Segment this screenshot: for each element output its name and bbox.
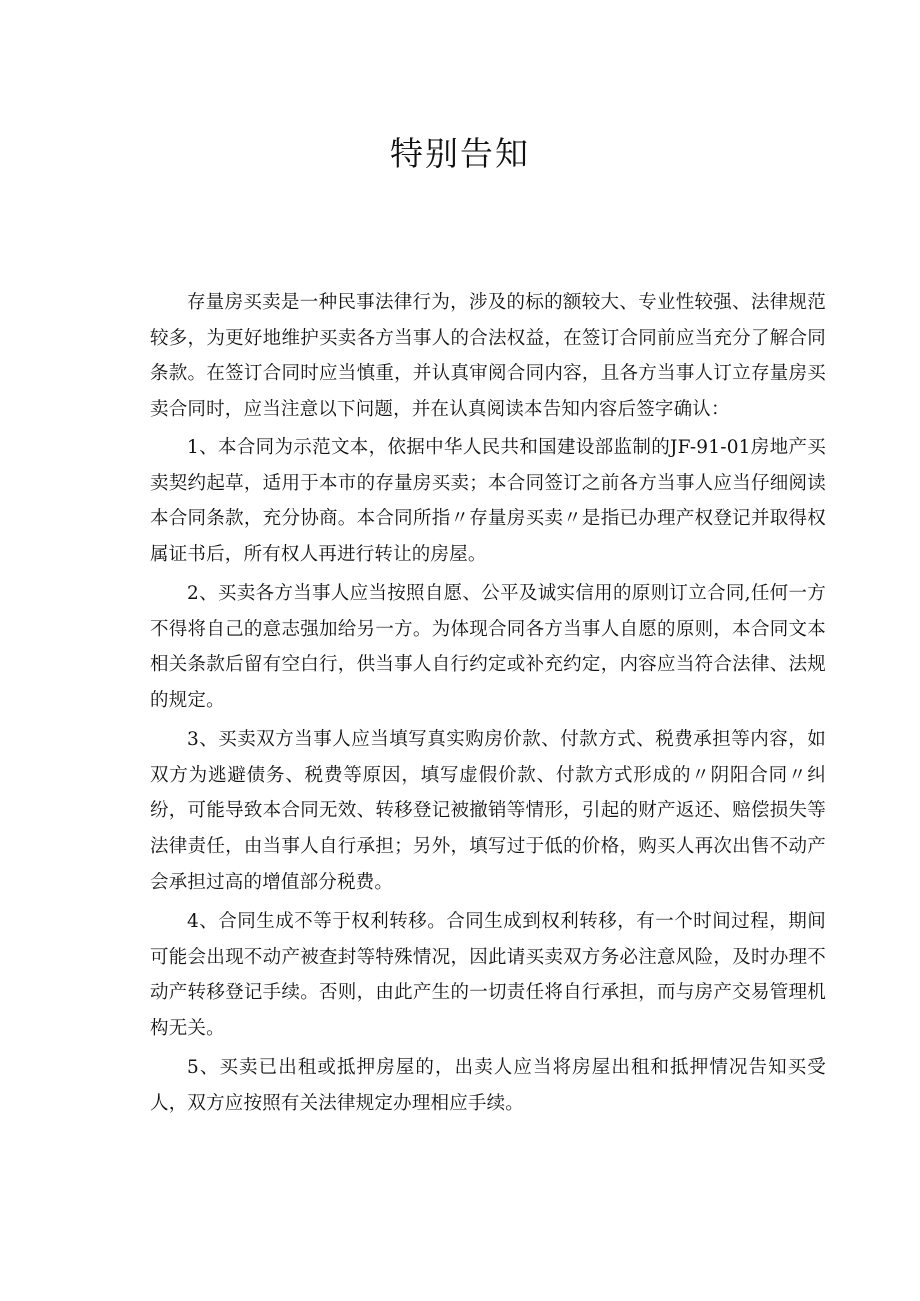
notice-item-3: 3、买卖双方当事人应当填写真实购房价款、付款方式、税费承担等内容，如双方为逃避债务、税费等原因，填写虚假价款、付款方式形成的〃阴阳合同〃纠纷，可能导致本合同无效、转移登记被撤销等情形，引起的财产返还、赔偿损失等法律责任，由当事人自行承担；另外，填写过于低的价格，购买人再次出售不动产会承担过高的增值部分税费。: [150, 729, 826, 893]
notice-item-5: 5、买卖已出租或抵押房屋的，出卖人应当将房屋出租和抵押情况告知买受人，双方应按照有关法律规定办理相应手续。: [150, 1057, 826, 1114]
page-title: 特别告知: [390, 134, 530, 173]
intro-paragraph: 存量房买卖是一种民事法律行为，涉及的标的额较大、专业性较强、法律规范较多，为更好地维护买卖各方当事人的合法权益，在签订合同前应当充分了解合同条款。在签订合同时应当慎重，并认真审阅合同内容，且各方当事人订立存量房买卖合同时，应当注意以下问题，并在认真阅读本告知内容后签字确认：: [150, 292, 826, 421]
notice-item-4: 4、合同生成不等于权利转移。合同生成到权利转移，有一个时间过程，期间可能会出现不动产被查封等特殊情况，因此请买卖双方务必注意风险，及时办理不动产转移登记手续。否则，由此产生的一切责任将自行承担，而与房产交易管理机构无关。: [150, 911, 826, 1040]
notice-item-1: 1、本合同为示范文本，依据中华人民共和国建设部监制的JF-91-01房地产买卖契约起草，适用于本市的存量房买卖；本合同签订之前各方当事人应当仔细阅读本合同条款，充分协商。本合同所指〃存量房买卖〃是指已办理产权登记并取得权属证书后，所有权人再进行转让的房屋。: [150, 437, 826, 566]
notice-item-2: 2、买卖各方当事人应当按照自愿、公平及诚实信用的原则订立合同,任何一方不得将自己的意志强加给另一方。为体现合同各方当事人自愿的原则，本合同文本相关条款后留有空白行，供当事人自行约定或补充约定，内容应当符合法律、法规的规定。: [150, 583, 826, 712]
